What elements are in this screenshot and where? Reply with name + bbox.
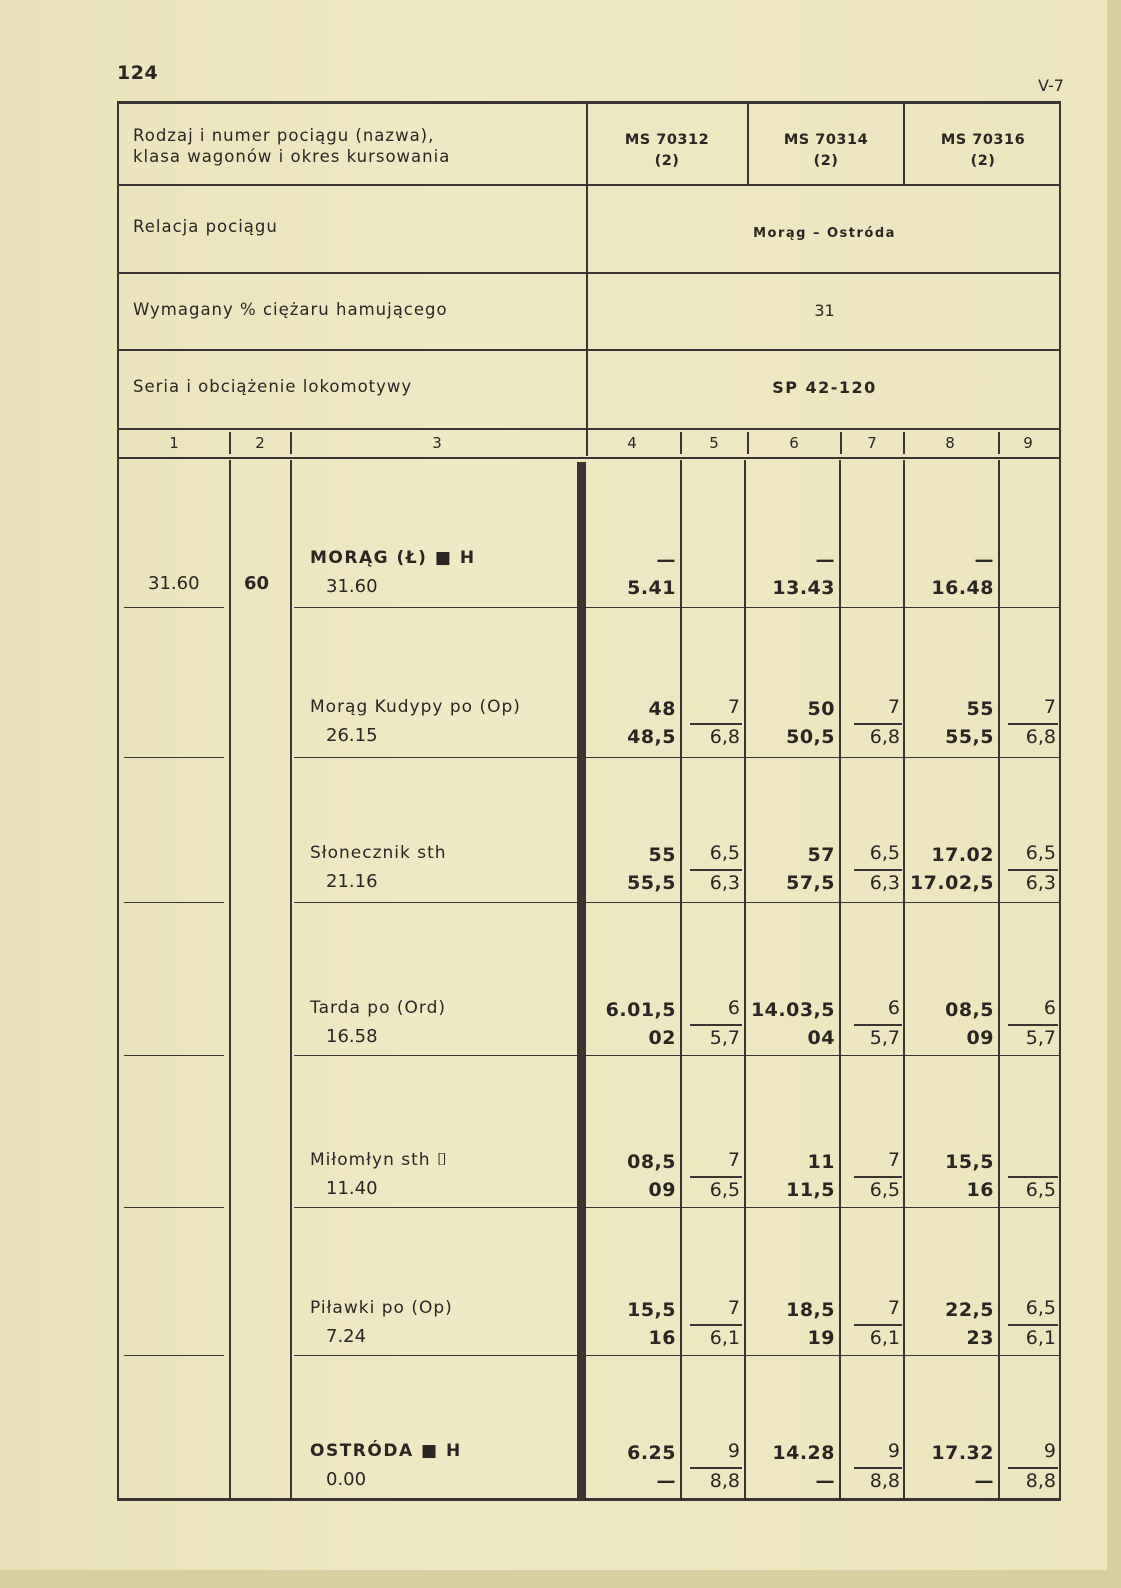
departure-time: 09 [966, 1027, 994, 1049]
departure-time: 5.41 [627, 577, 676, 599]
row-separator [294, 1355, 1059, 1356]
station-name: Morąg Kudypy po (Op) [310, 697, 521, 717]
run-time-top: 6,5 [1025, 842, 1056, 864]
colnum-divider [229, 432, 231, 454]
train-kind-label: Rodzaj i numer pociągu (nazwa), [133, 126, 435, 145]
station-km: 31.60 [326, 576, 378, 597]
colnum-divider [290, 432, 292, 454]
table-top-rule [117, 101, 1061, 104]
header-row-rule [117, 272, 1061, 274]
header-row-rule [117, 349, 1061, 351]
arrival-time: 18,5 [786, 1299, 835, 1321]
run-time-bottom: 6,5 [869, 1179, 900, 1201]
row-separator [124, 1055, 224, 1056]
row-separator [124, 902, 224, 903]
page-edge [1107, 0, 1121, 1588]
arrival-time: 6.01,5 [605, 999, 676, 1021]
column-number: 9 [1023, 434, 1033, 452]
arrival-time: 55 [648, 844, 676, 866]
run-time-bottom: 6,5 [1025, 1179, 1056, 1201]
run-time-bottom: 6,5 [709, 1179, 740, 1201]
arrival-time: 22,5 [945, 1299, 994, 1321]
run-time-top: 6 [1043, 997, 1056, 1019]
colnum-divider [903, 432, 905, 454]
train-number: MS 70312 [624, 132, 710, 148]
departure-time: 13.43 [772, 577, 835, 599]
arrival-time: — [656, 549, 676, 571]
run-time-bottom: 6,8 [709, 726, 740, 748]
departure-time: — [974, 1470, 994, 1492]
row-separator [124, 1207, 224, 1208]
run-time-top: 7 [727, 696, 740, 718]
section-code: V-7 [1038, 76, 1064, 95]
station-km: 21.16 [326, 871, 378, 892]
run-time-bottom: 6,3 [709, 872, 740, 894]
start-speed: 60 [244, 573, 270, 594]
departure-time: 16 [648, 1327, 676, 1349]
departure-time: 16 [966, 1179, 994, 1201]
train-class: (2) [654, 153, 680, 169]
train-number: MS 70314 [783, 132, 869, 148]
row-separator [294, 902, 1059, 903]
table-bottom-rule [117, 1498, 1061, 1501]
departure-time: 23 [966, 1327, 994, 1349]
arrival-time: 14.03,5 [750, 999, 835, 1021]
departure-time: 57,5 [786, 872, 835, 894]
station-name: Miłomłyn sth ⌷ [310, 1150, 449, 1170]
run-time-top: 7 [887, 1297, 900, 1319]
run-time-bottom: 6,1 [709, 1327, 740, 1349]
column-number: 7 [867, 434, 877, 452]
departure-time: — [656, 1470, 676, 1492]
station-km: 26.15 [326, 725, 378, 746]
column-number: 2 [255, 434, 265, 452]
run-time-top: 6,5 [869, 842, 900, 864]
train-col-divider [747, 104, 749, 184]
departure-time: 55,5 [945, 726, 994, 748]
train-relation: Morąg – Ostróda [753, 226, 896, 241]
header-row-rule [117, 184, 1061, 186]
station-name: Piławki po (Op) [310, 1298, 453, 1318]
body-col-line [998, 460, 1000, 1498]
station-name: Słonecznik sth [310, 843, 447, 863]
arrival-time: 57 [807, 844, 835, 866]
arrival-time: — [974, 549, 994, 571]
row-separator [124, 757, 224, 758]
run-time-bottom: 6,8 [1025, 726, 1056, 748]
loco-label: Seria i obciążenie lokomotywy [133, 377, 413, 396]
fraction-line [1008, 723, 1058, 725]
fraction-line [1008, 1176, 1058, 1178]
train-number: MS 70316 [940, 132, 1026, 148]
run-time-bottom: 6,3 [869, 872, 900, 894]
run-time-top: 7 [727, 1297, 740, 1319]
departure-time: 48,5 [627, 726, 676, 748]
run-time-bottom: 5,7 [1025, 1027, 1056, 1049]
run-time-top: 9 [727, 1440, 740, 1462]
arrival-time: 55 [966, 698, 994, 720]
column-number: 8 [945, 434, 955, 452]
column-number: 5 [709, 434, 719, 452]
departure-time: — [815, 1470, 835, 1492]
body-col-line [290, 460, 292, 1498]
body-col-line [839, 460, 841, 1498]
row-separator [294, 1055, 1059, 1056]
run-time-top: 7 [887, 696, 900, 718]
arrival-time: 6.25 [627, 1442, 676, 1464]
departure-time: 11,5 [786, 1179, 835, 1201]
column-number: 4 [627, 434, 637, 452]
arrival-time: 17.02 [931, 844, 994, 866]
departure-time: 04 [807, 1027, 835, 1049]
train-class-label: klasa wagonów i okres kursowania [133, 147, 451, 166]
run-time-bottom: 6,8 [869, 726, 900, 748]
brake-percent: 31 [814, 301, 835, 320]
run-time-bottom: 6,3 [1025, 872, 1056, 894]
run-time-bottom: 8,8 [1025, 1470, 1056, 1492]
departure-time: 55,5 [627, 872, 676, 894]
departure-time: 16.48 [931, 577, 994, 599]
departure-time: 09 [648, 1179, 676, 1201]
start-km: 31.60 [148, 573, 200, 594]
run-time-bottom: 6,1 [869, 1327, 900, 1349]
run-time-bottom: 5,7 [869, 1027, 900, 1049]
fraction-line [1008, 1467, 1058, 1469]
station-name: MORĄG (Ł) ■ H [310, 548, 476, 568]
departure-time: 17.02,5 [909, 872, 994, 894]
row-separator [294, 607, 1059, 608]
run-time-bottom: 5,7 [709, 1027, 740, 1049]
run-time-top: 7 [727, 1149, 740, 1171]
table-left-border [117, 101, 119, 1501]
arrival-time: 15,5 [627, 1299, 676, 1321]
locomotive-series: SP 42-120 [772, 378, 877, 397]
station-km: 11.40 [326, 1178, 378, 1199]
arrival-time: — [815, 549, 835, 571]
page-number: 124 [117, 62, 159, 84]
station-km: 7.24 [326, 1326, 367, 1347]
run-time-top: 9 [887, 1440, 900, 1462]
run-time-bottom: 8,8 [869, 1470, 900, 1492]
row-separator [294, 757, 1059, 758]
run-time-top: 9 [1043, 1440, 1056, 1462]
station-km: 16.58 [326, 1026, 378, 1047]
run-time-top: 6,5 [1025, 1297, 1056, 1319]
fraction-line [1008, 1324, 1058, 1326]
fraction-line [1008, 1024, 1058, 1026]
arrival-time: 11 [807, 1151, 835, 1173]
run-time-top: 6 [727, 997, 740, 1019]
column-number: 1 [169, 434, 179, 452]
arrival-time: 17.32 [931, 1442, 994, 1464]
train-class: (2) [813, 153, 839, 169]
departure-time: 02 [648, 1027, 676, 1049]
run-time-top: 6,5 [709, 842, 740, 864]
train-class: (2) [970, 153, 996, 169]
station-name: Tarda po (Ord) [310, 998, 447, 1018]
row-separator [124, 1355, 224, 1356]
colnum-divider [747, 432, 749, 454]
row-separator [294, 1207, 1059, 1208]
body-col-line [680, 460, 682, 1498]
station-name: OSTRÓDA ■ H [310, 1441, 462, 1461]
run-time-bottom: 6,1 [1025, 1327, 1056, 1349]
column-number: 6 [789, 434, 799, 452]
departure-time: 19 [807, 1327, 835, 1349]
row-separator [124, 607, 224, 608]
arrival-time: 15,5 [945, 1151, 994, 1173]
run-time-top: 7 [1043, 696, 1056, 718]
arrival-time: 08,5 [945, 999, 994, 1021]
body-top-rule [117, 457, 1061, 459]
arrival-time: 50 [807, 698, 835, 720]
departure-time: 50,5 [786, 726, 835, 748]
colnum-divider [998, 432, 1000, 454]
run-time-bottom: 8,8 [709, 1470, 740, 1492]
header-row-rule [117, 428, 1061, 430]
header-divider [586, 104, 588, 456]
run-time-top: 6 [887, 997, 900, 1019]
station-km: 0.00 [326, 1469, 367, 1490]
page-edge-bottom [0, 1570, 1121, 1588]
relation-label: Relacja pociągu [133, 217, 278, 236]
column-number: 3 [432, 434, 442, 452]
arrival-time: 48 [648, 698, 676, 720]
train-col-divider [903, 104, 905, 184]
arrival-time: 14.28 [772, 1442, 835, 1464]
colnum-divider [840, 432, 842, 454]
body-col-line [229, 460, 231, 1498]
colnum-divider [680, 432, 682, 454]
arrival-time: 08,5 [627, 1151, 676, 1173]
fraction-line [1008, 869, 1058, 871]
run-time-top: 7 [887, 1149, 900, 1171]
brake-label: Wymagany % ciężaru hamującego [133, 300, 448, 319]
